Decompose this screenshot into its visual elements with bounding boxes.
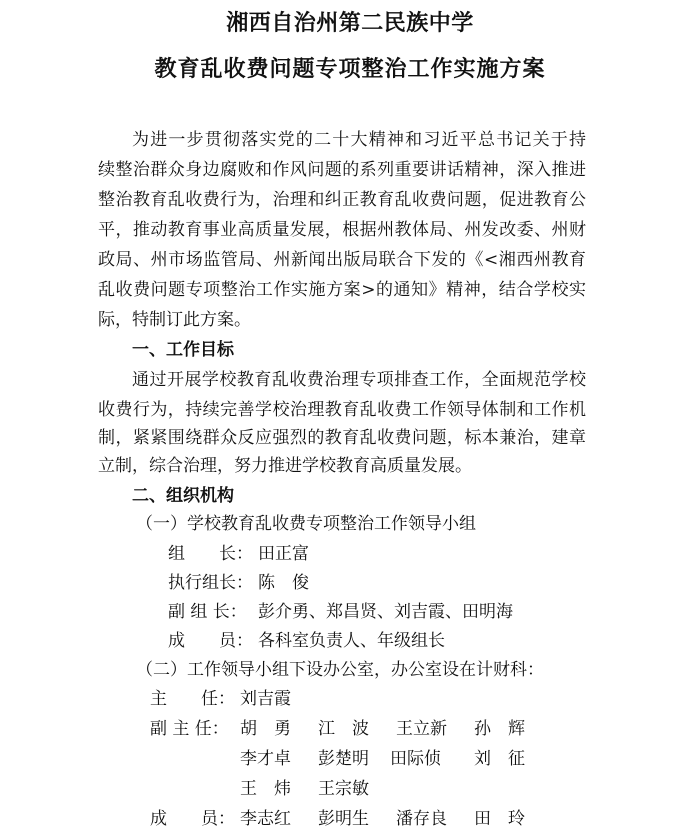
group-role-label: 执行组长：: [168, 573, 253, 593]
intro-line: 整治教育乱收费行为，治理和纠正教育乱收费问题，促进教育公: [98, 190, 586, 210]
deputy-name: 刘 征: [474, 749, 525, 769]
office-deputy-label: 副 主 任：: [150, 719, 229, 739]
member-name: 田 玲: [474, 809, 525, 829]
intro-line: 续整治群众身边腐败和作风问题的系列重要讲话精神，深入推进: [98, 160, 586, 180]
intro-line: 为进一步贯彻落实党的二十大精神和习近平总书记关于持: [132, 130, 586, 150]
goals-line: 制，紧紧围绕群众反应强烈的教育乱收费问题，标本兼治，建章: [98, 428, 586, 448]
group-names: 彭介勇、郑昌贤、刘吉霞、田明海: [258, 602, 513, 622]
intro-line: 平，推动教育事业高质量发展，根据州教体局、州发改委、州财: [98, 220, 586, 240]
intro-line: 际，特制订此方案。: [98, 310, 251, 330]
group-names: 陈 俊: [258, 573, 309, 593]
deputy-name: 田际侦: [390, 749, 441, 769]
deputy-name: 王立新: [396, 719, 447, 739]
member-name: 李志红: [240, 809, 291, 829]
deputy-name: 胡 勇: [240, 719, 291, 739]
deputy-name: 王 炜: [240, 779, 291, 799]
member-name: 彭明生: [318, 809, 369, 829]
goals-line: 立制，综合治理，努力推进学校教育高质量发展。: [98, 456, 472, 476]
group-role-label: 成 员：: [168, 631, 253, 651]
member-name: 潘存良: [396, 809, 447, 829]
group-role-label: 副 组 长：: [168, 602, 247, 622]
deputy-name: 江 波: [318, 719, 369, 739]
deputy-name: 孙 辉: [474, 719, 525, 739]
office-member-label: 成 员：: [150, 809, 235, 829]
document-title-line1: 湘西自治州第二民族中学: [226, 10, 474, 36]
office-director-name: 刘吉霞: [240, 689, 291, 709]
deputy-name: 李才卓: [240, 749, 291, 769]
goals-line: 收费行为，持续完善学校治理教育乱收费工作领导体制和工作机: [98, 400, 586, 420]
goals-line: 通过开展学校教育乱收费治理专项排查工作，全面规范学校: [132, 370, 586, 390]
subsection-leading-group: （一）学校教育乱收费专项整治工作领导小组: [136, 514, 476, 534]
group-role-label: 组 长：: [168, 544, 253, 564]
office-director-label: 主 任：: [150, 689, 235, 709]
deputy-name: 王宗敏: [318, 779, 369, 799]
document-title-line2: 教育乱收费问题专项整治工作实施方案: [154, 56, 546, 82]
deputy-name: 彭楚明: [318, 749, 369, 769]
group-names: 田正富: [258, 544, 309, 564]
section-heading-organization: 二、组织机构: [132, 486, 234, 506]
group-names: 各科室负责人、年级组长: [258, 631, 445, 651]
intro-line: 乱收费问题专项整治工作实施方案>的通知》精神，结合学校实: [98, 280, 586, 300]
intro-line: 政局、州市场监管局、州新闻出版局联合下发的《<湘西州教育: [98, 250, 586, 270]
section-heading-goals: 一、工作目标: [132, 340, 234, 360]
subsection-office: （二）工作领导小组下设办公室，办公室设在计财科：: [136, 660, 544, 680]
